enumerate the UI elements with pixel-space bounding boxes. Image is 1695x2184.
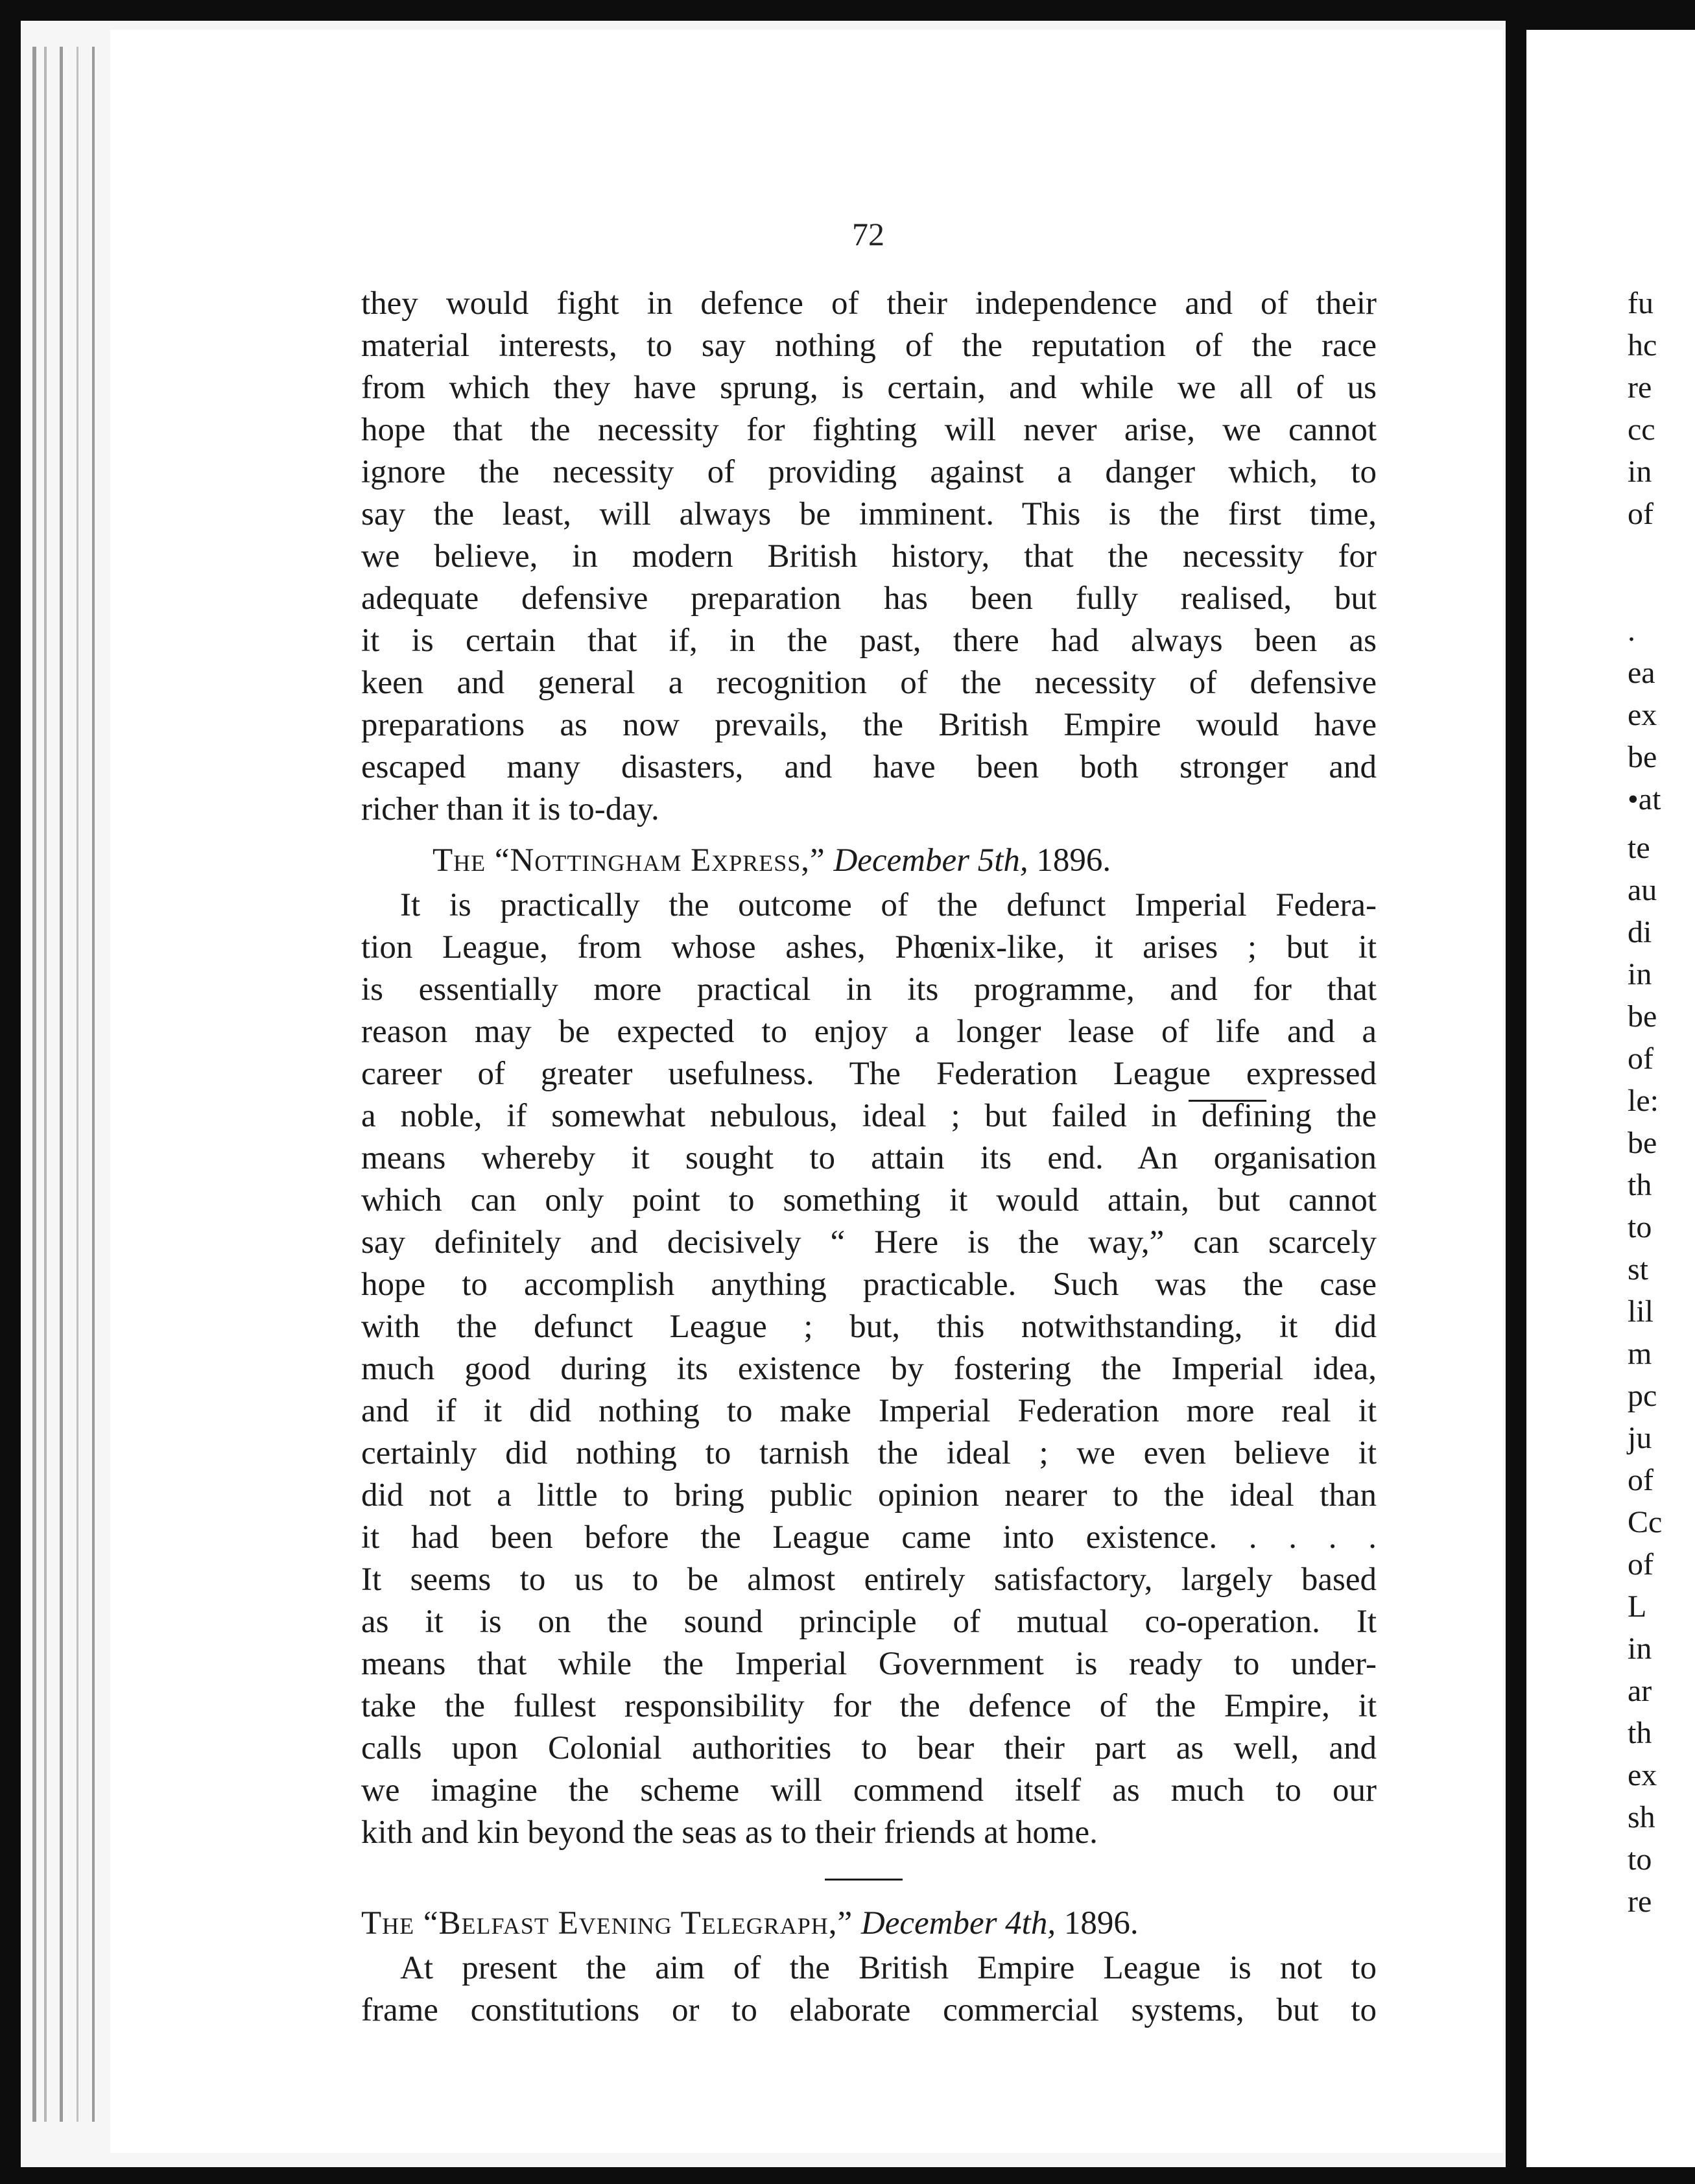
- heading-year: 1896.: [1036, 842, 1111, 879]
- text-line: did not a little to bring public opinion nearer to the ideal than: [361, 1477, 1377, 1513]
- facing-page-fragment: be: [1628, 999, 1657, 1034]
- facing-page-fragment: ex: [1628, 1758, 1657, 1792]
- facing-page-fragment: hc: [1628, 328, 1657, 362]
- section-heading-nottingham: [361, 840, 1377, 882]
- facing-page-fragment: of: [1628, 1463, 1654, 1497]
- page-edge: [32, 47, 36, 2122]
- facing-page-fragment: of: [1628, 1547, 1654, 1582]
- page-edge: [77, 47, 78, 2122]
- facing-page-fragment: in: [1628, 455, 1652, 489]
- page-edge: [60, 47, 63, 2122]
- text-line: they would fight in defence of their independence and of their: [361, 285, 1377, 322]
- belfast-paragraph-1: [361, 1947, 1377, 2032]
- text-line: we believe, in modern British history, that the necessity for: [361, 538, 1377, 575]
- facing-page-fragment: ar: [1628, 1674, 1652, 1708]
- heading-year: 1896.: [1063, 1905, 1139, 1941]
- text-line: take the fullest responsibility for the defence of the Empire, it: [361, 1688, 1377, 1724]
- text-line: means that while the Imperial Government is ready to under-: [361, 1646, 1377, 1682]
- facing-page-fragment: sh: [1628, 1800, 1655, 1834]
- text-line: is essentially more practical in its programme, and for that: [361, 971, 1377, 1008]
- text-line: adequate defensive preparation has been fully realised, but: [361, 580, 1377, 617]
- facing-page: [1526, 30, 1695, 2167]
- facing-page-fragment: th: [1628, 1716, 1652, 1750]
- facing-page-fragment: cc: [1628, 412, 1655, 447]
- facing-page-fragment: of: [1628, 497, 1654, 531]
- text-line: which can only point to something it would attain, but cannot: [361, 1182, 1377, 1218]
- text-line: career of greater usefulness. The Federation League expressed: [361, 1056, 1377, 1092]
- text-line: a noble, if somewhat nebulous, ideal ; but failed in defining the: [361, 1098, 1377, 1134]
- text-line: At present the aim of the British Empire League is not to: [400, 1950, 1377, 1986]
- text-line: from which they have sprung, is certain, and while we all of us: [361, 370, 1377, 406]
- facing-page-fragment: re: [1628, 1884, 1652, 1919]
- facing-page-fragment: to: [1628, 1210, 1652, 1244]
- facing-page-fragment: Cc: [1628, 1505, 1663, 1539]
- facing-page-fragment: .: [1628, 613, 1635, 648]
- facing-page-fragment: m: [1628, 1336, 1652, 1371]
- facing-page-fragment: in: [1628, 957, 1652, 991]
- text-line: much good during its existence by fostering the Imperial idea,: [361, 1351, 1377, 1387]
- text-line: reason may be expected to enjoy a longer lease of life and a: [361, 1014, 1377, 1050]
- heading-source: The “Belfast Evening Telegraph,”: [361, 1905, 853, 1941]
- text-line: calls upon Colonial authorities to bear their part as well, and: [361, 1730, 1377, 1766]
- text-line: certainly did nothing to tarnish the ideal ; we even believe it: [361, 1435, 1377, 1471]
- facing-page-fragment: in: [1628, 1632, 1652, 1666]
- page-text: [361, 283, 1377, 2032]
- heading-date: December 4th,: [860, 1905, 1056, 1941]
- text-line: as it is on the sound principle of mutual co-operation. It: [361, 1604, 1377, 1640]
- facing-page-fragment: •at: [1628, 782, 1661, 816]
- facing-page-fragment: ex: [1628, 698, 1657, 732]
- text-line: It seems to us to be almost entirely satisfactory, largely based: [361, 1561, 1377, 1598]
- text-line: and if it did nothing to make Imperial Federation more real it: [361, 1393, 1377, 1429]
- facing-page-fragment: st: [1628, 1252, 1649, 1287]
- facing-page-fragment: ju: [1628, 1421, 1652, 1455]
- facing-page-fragment: ea: [1628, 656, 1655, 690]
- text-line: with the defunct League ; but, this notwithstanding, it did: [361, 1309, 1377, 1345]
- section-heading-belfast: [361, 1903, 1377, 1945]
- facing-page-fragment: to: [1628, 1842, 1652, 1877]
- text-line: means whereby it sought to attain its end. An organisation: [361, 1140, 1377, 1176]
- text-line: escaped many disasters, and have been both stronger and: [361, 749, 1377, 785]
- nottingham-paragraph-1: [361, 884, 1377, 1559]
- facing-page-fragment: of: [1628, 1041, 1654, 1076]
- heading-date: December 5th,: [833, 842, 1028, 879]
- section-divider: [1189, 1100, 1266, 1102]
- article-continuation: [361, 283, 1377, 831]
- page-edge: [44, 47, 47, 2122]
- text-line: say definitely and decisively “ Here is the way,” can scarcely: [361, 1224, 1377, 1261]
- text-line: tion League, from whose ashes, Phœnix-like, it arises ; but it: [361, 929, 1377, 966]
- facing-page-fragment: lil: [1628, 1294, 1654, 1329]
- text-line: It is practically the outcome of the defunct Imperial Federa-: [400, 887, 1377, 923]
- nottingham-paragraph-2: [361, 1559, 1377, 1854]
- text-line: richer than it is to-day.: [361, 791, 659, 827]
- page-edge: [92, 47, 95, 2122]
- facing-page-fragment: au: [1628, 873, 1657, 907]
- text-line: say the least, will always be imminent. This is the first time,: [361, 496, 1377, 532]
- text-line: material interests, to say nothing of the reputation of the race: [361, 327, 1377, 364]
- facing-page-fragment: L: [1628, 1589, 1647, 1624]
- facing-page-fragment: th: [1628, 1168, 1652, 1202]
- facing-page-fragment: le:: [1628, 1084, 1659, 1118]
- text-line: hope that the necessity for fighting will never arise, we cannot: [361, 412, 1377, 448]
- facing-page-fragment: re: [1628, 370, 1652, 405]
- text-line: kith and kin beyond the seas as to their friends at home.: [361, 1814, 1098, 1851]
- text-line: hope to accomplish anything practicable. Such was the case: [361, 1266, 1377, 1303]
- facing-page-fragment: be: [1628, 1126, 1657, 1160]
- text-line: it is certain that if, in the past, there had always been as: [361, 623, 1377, 659]
- facing-page-fragment: fu: [1628, 286, 1654, 320]
- text-line: keen and general a recognition of the necessity of defensive: [361, 665, 1377, 701]
- text-line: preparations as now prevails, the British Empire would have: [361, 707, 1377, 743]
- text-line: we imagine the scheme will commend itself as much to our: [361, 1772, 1377, 1809]
- text-line: frame constitutions or to elaborate commercial systems, but to: [361, 1992, 1377, 2028]
- facing-page-fragment: be: [1628, 740, 1657, 774]
- facing-page-fragment: te: [1628, 831, 1650, 865]
- facing-page-fragment: pc: [1628, 1379, 1657, 1413]
- heading-source: The “Nottingham Express,”: [433, 842, 825, 879]
- facing-page-fragment: di: [1628, 915, 1652, 949]
- page-number: 72: [852, 216, 884, 252]
- text-line: it had been before the League came into existence. . . . .: [361, 1519, 1377, 1556]
- text-line: ignore the necessity of providing against a danger which, to: [361, 454, 1377, 490]
